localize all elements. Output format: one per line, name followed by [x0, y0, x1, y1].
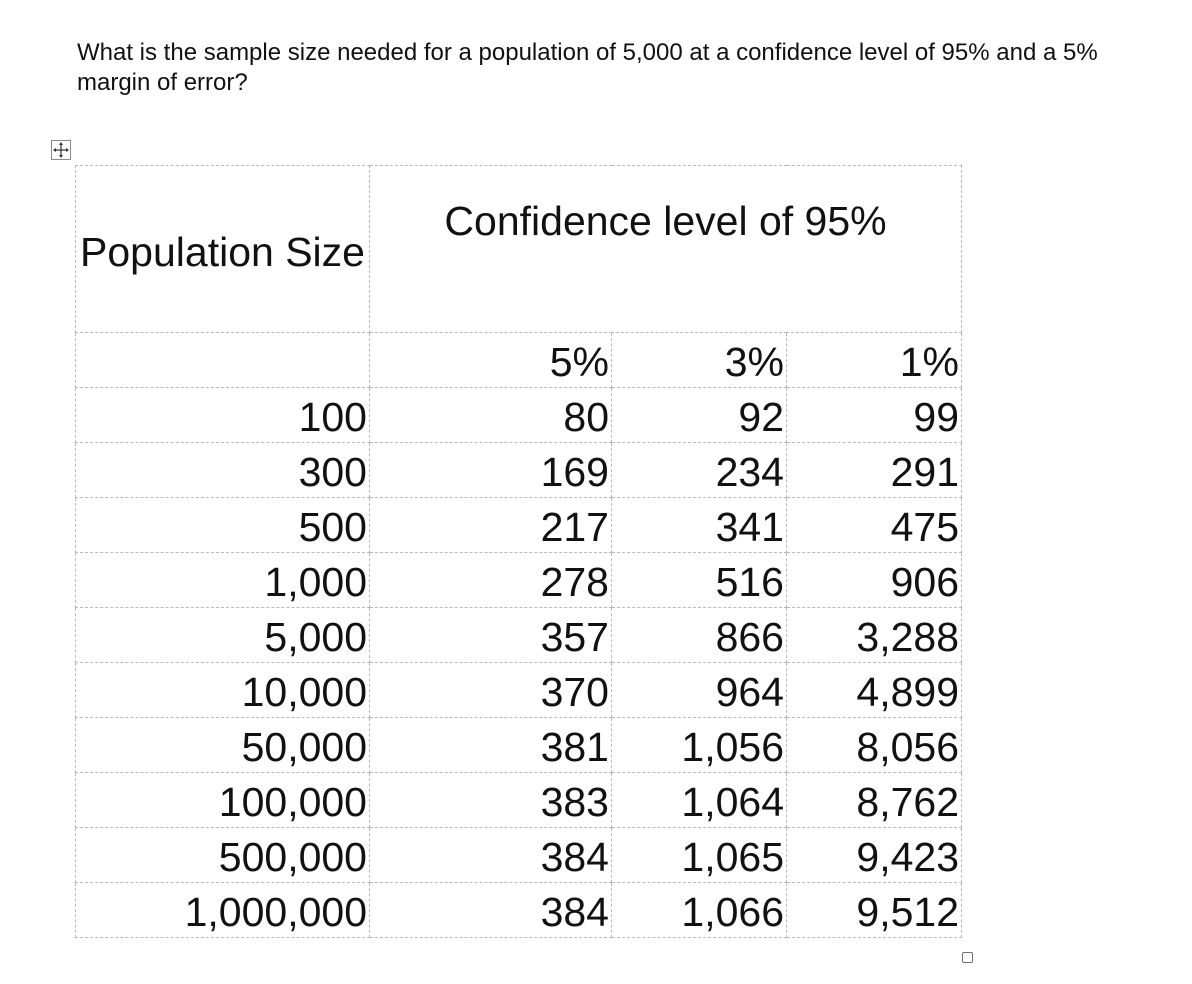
confidence-level-header-cell: [370, 166, 962, 333]
population-cell: 500,000: [76, 828, 370, 883]
population-cell: 100: [76, 388, 370, 443]
margin-of-error-row: [76, 333, 962, 388]
sample-5-cell: 383: [370, 773, 612, 828]
sample-3-cell: 1,064: [612, 773, 787, 828]
question-text: What is the sample size needed for a population of 5,000 at a confidence level of 95% and a 5% margin of error?: [77, 39, 1098, 96]
population-cell: 1,000: [76, 553, 370, 608]
sample-1-cell: 906: [787, 553, 962, 608]
population-cell: 10,000: [76, 663, 370, 718]
sample-3-cell: 92: [612, 388, 787, 443]
table-row: [76, 883, 962, 938]
sample-3-cell: 1,056: [612, 718, 787, 773]
margin-3-header: 3%: [612, 333, 787, 388]
table-row: [76, 553, 962, 608]
table-header-row: [76, 166, 962, 333]
table-row: [76, 718, 962, 773]
empty-cell: [76, 333, 370, 388]
sample-5-cell: 217: [370, 498, 612, 553]
population-cell: 50,000: [76, 718, 370, 773]
confidence-level-header: Confidence level of 95%: [444, 198, 887, 244]
sample-5-cell: 80: [370, 388, 612, 443]
sample-size-table: [75, 165, 962, 938]
sample-1-cell: 291: [787, 443, 962, 498]
sample-3-cell: 341: [612, 498, 787, 553]
sample-3-cell: 516: [612, 553, 787, 608]
population-cell: 300: [76, 443, 370, 498]
sample-3-cell: 234: [612, 443, 787, 498]
move-arrows-icon[interactable]: [51, 140, 71, 160]
margin-5-header: 5%: [370, 333, 612, 388]
resize-handle-icon[interactable]: [962, 952, 973, 963]
sample-5-cell: 357: [370, 608, 612, 663]
table-row: [76, 443, 962, 498]
table-row: [76, 608, 962, 663]
sample-3-cell: 1,065: [612, 828, 787, 883]
population-cell: 1,000,000: [76, 883, 370, 938]
sample-5-cell: 384: [370, 883, 612, 938]
sample-3-cell: 1,066: [612, 883, 787, 938]
sample-1-cell: 4,899: [787, 663, 962, 718]
sample-5-cell: 278: [370, 553, 612, 608]
sample-1-cell: 8,762: [787, 773, 962, 828]
sample-5-cell: 370: [370, 663, 612, 718]
population-size-header-cell: [76, 166, 370, 333]
sample-1-cell: 9,512: [787, 883, 962, 938]
population-size-header: Population Size: [80, 229, 365, 275]
sample-3-cell: 866: [612, 608, 787, 663]
table-row: [76, 663, 962, 718]
sample-5-cell: 169: [370, 443, 612, 498]
sample-1-cell: 3,288: [787, 608, 962, 663]
population-cell: 5,000: [76, 608, 370, 663]
sample-1-cell: 9,423: [787, 828, 962, 883]
margin-1-header: 1%: [787, 333, 962, 388]
sample-3-cell: 964: [612, 663, 787, 718]
sample-5-cell: 384: [370, 828, 612, 883]
population-cell: 100,000: [76, 773, 370, 828]
table-row: [76, 828, 962, 883]
sample-1-cell: 8,056: [787, 718, 962, 773]
table-row: [76, 773, 962, 828]
sample-1-cell: 99: [787, 388, 962, 443]
sample-1-cell: 475: [787, 498, 962, 553]
sample-5-cell: 381: [370, 718, 612, 773]
population-cell: 500: [76, 498, 370, 553]
table-row: [76, 388, 962, 443]
table-row: [76, 498, 962, 553]
